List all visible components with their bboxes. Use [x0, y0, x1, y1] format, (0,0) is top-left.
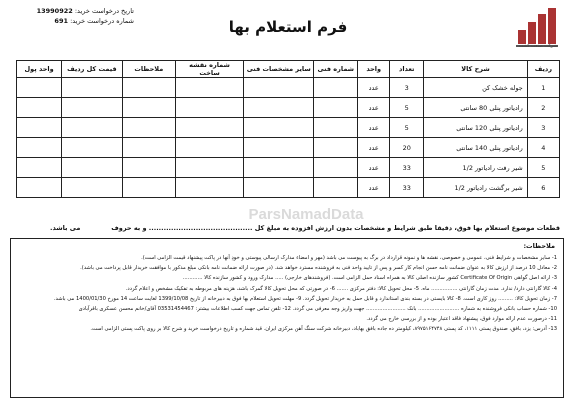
total-price-text: قطعات موضوع استعلام بها فوق، دقیقا طبق شرایط و مشخصات بدون ارزش افزوده به مبلغ کل .......................................... و به حروف — [111, 224, 560, 232]
item-unit: عدد — [358, 138, 390, 158]
cell-empty — [122, 78, 176, 98]
request-number-value: 691 — [54, 17, 68, 25]
cell-empty — [176, 78, 244, 98]
request-meta — [14, 6, 134, 26]
note-line: 2- معادل 10 درصد از ارزش کالا به عنوان ضمانت نامه حسن انجام کار کسر و پس از تایید واحد فنی به فروشنده مسترد خواهد شد. (در صورت ارائه ضمانت نامه بانکی مبلغ مذکور با موافقت خریدار قابل پرداخت می باشد). — [80, 265, 557, 272]
item-description: رادیاتور پنلی 120 سانتی — [424, 118, 527, 138]
note-line: 10- شماره حساب بانکی فروشنده به شماره ......................... بانک ........................ جهت واریز وجه معرفی می گردد. 12- تلفن تماس جهت کسب اطلاعات بیشتر: 03531454467 آقای/خانم محسن عسکری باقرآبادی — [78, 306, 557, 313]
notes-title: ملاحظات: — [523, 242, 555, 250]
row-number: 2 — [527, 98, 559, 118]
table-row — [17, 178, 560, 198]
cell-empty — [62, 158, 122, 178]
cell-empty — [176, 138, 244, 158]
note-line: 3- ارائه اصل گواهی Certificate Of Origin کشور سازنده اصلی کالا به همراه اسناد حمل الزامی است. (فروشندهای خارجی) ..... مدارک ورود و کشور سازنده کالا ............ — [182, 275, 557, 282]
notes-section — [10, 238, 564, 398]
col-total-price: قیمت کل ردیف — [62, 61, 122, 78]
cell-empty — [314, 98, 358, 118]
row-number: 5 — [527, 158, 559, 178]
items-table — [16, 60, 560, 198]
cell-empty — [314, 158, 358, 178]
row-number: 4 — [527, 138, 559, 158]
item-quantity: 5 — [390, 98, 424, 118]
request-date — [14, 6, 134, 16]
cell-empty — [17, 158, 62, 178]
request-number-label: شماره درخواست خرید: — [70, 17, 134, 25]
cell-empty — [314, 78, 358, 98]
item-unit: عدد — [358, 98, 390, 118]
cell-empty — [244, 78, 314, 98]
cell-empty — [62, 78, 122, 98]
cell-empty — [314, 138, 358, 158]
note-line: 4- کالا گارانتی دارد/ ندارد. مدت زمان گارانتی ................ ماه. 5- محل تحویل کالا: دفتر مرکزی ....... 6- در صورتی که محل تحویل کالا گمرک باشد، هزینه های مربوطه به تفکیک مشخص و اعلام گردد. — [125, 285, 557, 292]
form-header — [0, 0, 576, 58]
col-quantity: تعداد — [390, 61, 424, 78]
item-quantity: 3 — [390, 78, 424, 98]
item-quantity: 33 — [390, 158, 424, 178]
row-number: 1 — [527, 78, 559, 98]
cell-empty — [17, 178, 62, 198]
item-unit: عدد — [358, 78, 390, 98]
col-remarks: ملاحظات — [122, 61, 176, 78]
table-row — [17, 78, 560, 98]
table-row — [17, 158, 560, 178]
cell-empty — [244, 98, 314, 118]
cell-empty — [244, 138, 314, 158]
note-line: 13- آدرس: یزد، بافق، صندوق پستی ۱۱۱۱، کد پستی ۸۹۷۵۱۶۴۷۴۸، کیلومتر ده جاده بافق بهاباد، دبیرخانه شرکت سنگ آهن مرکزی ایران. قید شماره و تاریخ درخواست خرید و شرح کالا بر روی پاکت پستی الزامی است. — [90, 326, 557, 333]
table-row — [17, 138, 560, 158]
row-number: 3 — [527, 118, 559, 138]
cell-empty — [122, 98, 176, 118]
table-row — [17, 98, 560, 118]
note-line: 1- سایر مشخصات و شرایط فنی، عمومی و خصوصی، نقشه ها و نمونه قرارداد در برگ به پیوست می باشد (مهر و امضاء مدارک ارسالی پیوستی و خودِ آنها در پاکت پیشنهاد قیمت الزامی است). — [141, 255, 557, 261]
cell-empty — [62, 138, 122, 158]
cell-empty — [122, 178, 176, 198]
request-date-value: 13990922 — [36, 7, 73, 15]
item-description: شیر برگشت رادیاتور 1/2 — [424, 178, 527, 198]
cell-empty — [244, 178, 314, 198]
col-row-number: ردیف — [527, 61, 559, 78]
cell-empty — [176, 98, 244, 118]
item-unit: عدد — [358, 158, 390, 178]
table-header-row — [17, 61, 560, 78]
col-item-description: شرح کالا — [424, 61, 527, 78]
item-description: رادیاتور پنلی 80 سانتی — [424, 98, 527, 118]
request-date-label: تاریخ درخواست خرید: — [74, 7, 134, 15]
item-description: جوله خشک کن — [424, 78, 527, 98]
note-line: 11- درصورت عدم ارائه موارد فوق، پیشنهاد فاقد اعتبار بوده و از بررسی خارج می گردد. — [366, 316, 557, 323]
watermark: ParsNamadData — [248, 206, 364, 223]
cell-empty — [176, 178, 244, 198]
note-line: 7- زمان تحویل کالا: ......... روز کاری است. 8- کالا بایستی در بسته بندی استاندارد و قابل حمل به خریدار تحویل گردد. 9- مهلت تحویل استعلام بها فوق به دبیرخانه از تاریخ 1399/10/08 لغایت ساعت 14 مورخ 1400/01/30 می باشد. — [53, 295, 557, 302]
cell-empty — [176, 158, 244, 178]
cell-empty — [244, 118, 314, 138]
item-description: شیر رفت رادیاتور 1/2 — [424, 158, 527, 178]
cell-empty — [244, 158, 314, 178]
request-number — [14, 16, 134, 26]
item-quantity: 33 — [390, 178, 424, 198]
notes-list — [17, 253, 557, 335]
total-price-statement — [50, 224, 560, 232]
cell-empty — [62, 178, 122, 198]
item-quantity: 20 — [390, 138, 424, 158]
cell-empty — [122, 118, 176, 138]
cell-empty — [176, 118, 244, 138]
col-other-specs: سایر مشخصات فنی — [244, 61, 314, 78]
item-quantity: 5 — [390, 118, 424, 138]
total-price-suffix: می باشد. — [50, 224, 81, 232]
cell-empty — [17, 78, 62, 98]
col-unit: واحد — [358, 61, 390, 78]
cell-empty — [17, 138, 62, 158]
item-description: رادیاتور پنلی 140 سانتی — [424, 138, 527, 158]
cell-empty — [17, 118, 62, 138]
table-row — [17, 118, 560, 138]
cell-empty — [17, 98, 62, 118]
cell-empty — [314, 118, 358, 138]
row-number: 6 — [527, 178, 559, 198]
cell-empty — [122, 138, 176, 158]
col-drawing-number: شماره نقشه ساخت — [176, 61, 244, 78]
col-currency: واحد پول — [17, 61, 62, 78]
cell-empty — [314, 178, 358, 198]
cell-empty — [62, 98, 122, 118]
cell-empty — [122, 158, 176, 178]
col-technical-number: شماره فنی — [314, 61, 358, 78]
item-unit: عدد — [358, 178, 390, 198]
item-unit: عدد — [358, 118, 390, 138]
cell-empty — [62, 118, 122, 138]
logo-caption: شرکت صنعت کشت — [518, 44, 558, 49]
page-title: فرم استعلام بها — [228, 18, 348, 36]
